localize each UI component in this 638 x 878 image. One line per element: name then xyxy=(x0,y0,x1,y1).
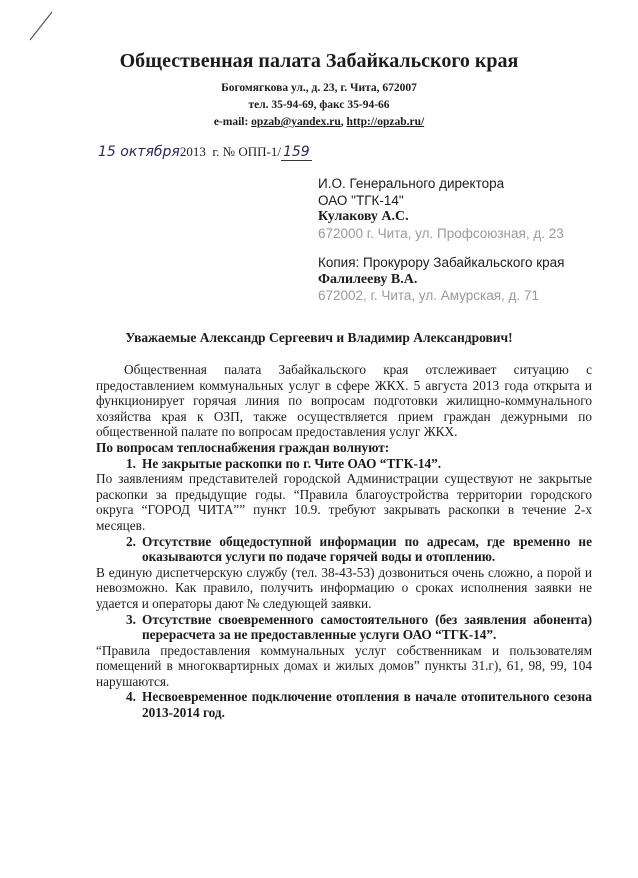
copy-recipient-address: 672002, г. Чита, ул. Амурская, д. 71 xyxy=(318,288,539,303)
registration-line xyxy=(98,144,312,161)
issue-4-title xyxy=(96,689,592,720)
addressee-address: 672000 г. Чита, ул. Профсоюзная, д. 23 xyxy=(318,225,564,241)
issue-title: Отсутствие общедоступной информации по адресам, где временно не оказываются услуги по подаче горячей воды и отоплению. xyxy=(142,533,592,565)
registration-year: 2013 xyxy=(179,144,206,159)
email-link[interactable]: opzab@yandex.ru xyxy=(251,116,341,128)
addressee-block xyxy=(318,176,618,305)
addressee-company: ОАО "ТГК-14" xyxy=(318,192,404,208)
section-heading: По вопросам теплоснабжения граждан волнуют: xyxy=(96,439,390,455)
issue-number: 4. xyxy=(126,689,136,705)
issue-2-title xyxy=(96,534,592,565)
registration-number-prefix: г. № ОПП-1/ xyxy=(212,144,281,159)
issue-1-title xyxy=(96,456,592,472)
organization-address: Богомягкова ул., д. 23, г. Чита, 672007 xyxy=(221,82,417,94)
addressee-position: И.О. Генерального директора xyxy=(318,176,505,191)
organization-contacts xyxy=(0,116,638,128)
copy-recipient-position: Копия: Прокурору Забайкальского края xyxy=(318,255,565,270)
issue-title: Не закрытые раскопки по г. Чите ОАО “ТГК-14”. xyxy=(142,455,442,471)
organization-phone: тел. 35-94-69, факс 35-94-66 xyxy=(248,99,390,111)
issue-3-text: “Правила предоставления коммунальных услуг собственникам и пользователям помещений в многоквартирных домах и жилых домов” пункты 31.г), 61, 98, 99, 104 нарушаются. xyxy=(96,642,592,689)
copy-recipient-name: Фалилееву В.А. xyxy=(318,271,418,287)
issue-number: 3. xyxy=(126,611,136,627)
issue-number: 2. xyxy=(126,533,136,549)
salutation: Уважаемые Александр Сергеевич и Владимир Александрович! xyxy=(125,330,513,345)
issue-1-text: По заявлениям представителей городской Администрации существуют не закрытые раскопки за предыдущие годы. “Правила благоустройства территории городского округа “ГОРОД ЧИТА”” пункт 10.9. требуют закрывать раскопки в течение 2-х месяцев. xyxy=(96,471,592,533)
issue-title: Несвоевременное подключение отопления в начале отопительного сезона 2013-2014 год. xyxy=(142,689,592,721)
handwritten-number: 159 xyxy=(282,144,310,160)
issue-number: 1. xyxy=(126,455,136,471)
issue-title: Отсутствие своевременного самостоятельного (без заявления абонента) перерасчета за не предоставленные услуги ОАО “ТГК-14”. xyxy=(142,611,592,643)
intro-paragraph: Общественная палата Забайкальского края отслеживает ситуацию с предоставлением коммунальных услуг в сфере ЖКХ. 5 августа 2013 года открыта и функционирует горячая линия по вопросам подготовки жилищно-коммунального хозяйства края к ОЗП, также осуществляется прием граждан дежурными по общественной палате по вопросам предоставления услуг ЖКХ. xyxy=(96,362,592,440)
email-label: e-mail: xyxy=(213,116,252,128)
letter-body xyxy=(96,362,592,721)
issue-3-title xyxy=(96,612,592,643)
addressee-name: Кулакову А.С. xyxy=(318,209,409,224)
website-link[interactable]: http://opzab.ru/ xyxy=(346,116,425,128)
issue-2-text: В единую диспетчерскую службу (тел. 38-43-53) дозвониться очень сложно, а порой и невозможно. Как правило, получить информацию о сроках исполнения заявки не удается и операторы дают № следующей заявки. xyxy=(96,564,592,611)
handwritten-date: 15 октября xyxy=(98,144,180,160)
pen-stroke-mark xyxy=(28,10,54,42)
organization-name: Общественная палата Забайкальского края xyxy=(119,50,519,72)
contacts-separator: , xyxy=(340,116,347,128)
